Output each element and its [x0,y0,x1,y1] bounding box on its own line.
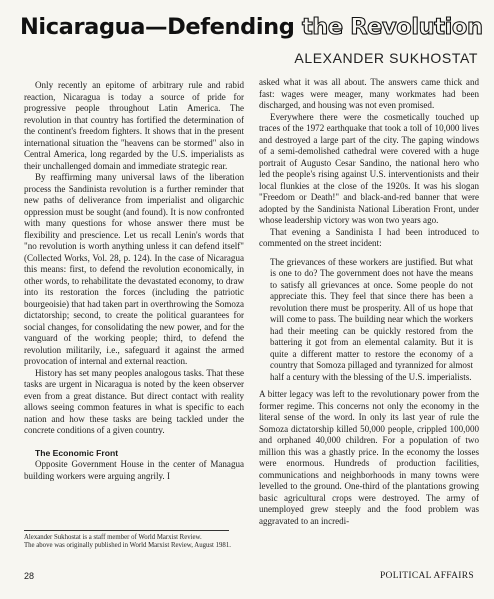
journal-name: POLITICAL AFFAIRS [379,571,474,581]
title-text-outline: the Revolution [301,14,483,40]
spacer [259,250,479,257]
author-byline: ALEXANDER SUKHOSTAT [294,50,478,66]
article-title [20,14,490,40]
paragraph: Everywhere there were the cosmetically touched up traces of the 1972 earthquake that took a toll of 10,000 lives and destroyed a large part of the city. The gaping windows of a semi-demolished cathedral were covered with a huge portrait of Augusto Cesar Sandino, the national hero who led the people's rising against U.S. interventionists and their local flunkies at the close of the 1920s. It was his slogan "Freedom or Death!" and black-and-red banner that were adopted by the Sandinista National Liberation Front, under whose leadership victory was won two years ago. [259,111,479,225]
footnote-line: Alexander Sukhostat is a staff member of World Marxist Review. [24,534,202,541]
right-column [259,77,479,527]
paragraph: Only recently an epitome of arbitrary rule and rabid reaction, Nicaragua is today a source of pride for progressive people throughout Latin America. The revolution in that country has fortified the determination of the continent's freedom fighters. It shows that in the present international situation the "heavens can be stormed" also in Central America, long regarded by the U.S. imperialists as their unchallenged domain and immediate strategic rear. [24,80,244,171]
left-column [24,80,244,482]
footnote-line: The above was originally published in World Marxist Review, August 1981. [24,542,231,550]
paragraph: A bitter legacy was left to the revolutionary power from the former regime. This concerns not only the economy in the literal sense of the word. In only its last year of rule the Somoza dictatorship killed 50,000 people, crippled 100,000 and orphaned 40,000 children. For a population of two million this was a ghastly price. In the economy the losses were enormous. Hundreds of production facilities, communications and neighborhoods in many towns were levelled to the ground. One-third of the plantations growing basic agricultural crops were destroyed. The army of unemployed grew steeply and the food problem was aggravated to an incredi- [259,389,479,526]
page-number: 28 [24,571,35,581]
section-heading: The Economic Front [35,447,119,458]
block-quote: The grievances of these workers are justified. But what is one to do? The government does not have the means to satisfy all grievances at once. Some people do not appreciate this. They feel that since there has been a revolution there must be prosperity. All of us hope that will come to pass. The building near which the workers had their meeting can be quickly restored from the battering it got from an elemental calamity. But it is quite a different matter to restore the economy of a country that Somoza pillaged and tyrannized for almost half a century with the blessing of the U.S. imperialists. [270,256,473,382]
paragraph: History has set many peoples analogous tasks. That these tasks are urgent in Nicaragua is noted by the keen observer even from a great distance. But direct contact with reality allows seeing common features in what is specific to each nation and how these tasks are being tackled under the concrete conditions of a given country. [24,367,244,435]
paragraph: By reaffirming many universal laws of the liberation process the Sandinista revolution is a further reminder that new paths of deliverance from imperialist and oligarchic oppression must be sought (and found). It is now confronted with many questions for whose answer there must be flexibility and prescience. Let us recall Lenin's words that "no revolution is worth anything unless it can defend itself" (Collected Works, Vol. 28, p. 124). In the case of Nicaragua this means: first, to defend the revolution economically, in other words, to rehabilitate the devastated economy, to draw into its restoration the forces (including the patriotic bourgeoisie) that had taken part in overthrowing the Somoza dictatorship; second, to create the political guarantees for social changes, for consolidating the new power, and for the vanguard of the working people; third, to defend the revolution militarily, i.e., safeguard it against the armed provocation of internal and external reaction. [24,172,244,366]
title-text-solid: Nicaragua—Defending [20,14,302,40]
footnote-divider [24,530,229,531]
spacer [24,437,244,448]
paragraph: Opposite Government House in the center of Managua building workers were arguing angrily. I [24,459,244,481]
paragraph: That evening a Sandinista I had been introduced to commented on the street incident: [259,226,479,248]
paragraph: asked what it was all about. The answers came thick and fast: wages were meager, many workmates had been discharged, and housing was not even promised. [259,77,479,110]
footnote [24,534,244,551]
